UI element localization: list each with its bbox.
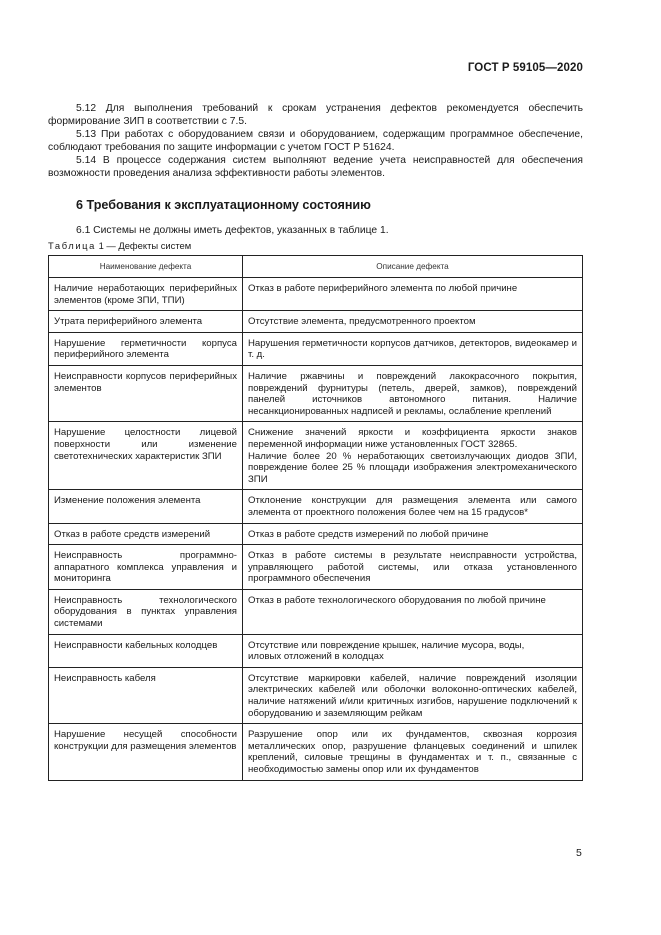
paragraph-5-13: 5.13 При работах с оборудованием связи и оборудованием, содержащим программное обеспечение, соблюдают требования по защите информации с учетом ГОСТ Р 51624. [48, 129, 583, 153]
standard-designation: ГОСТ Р 59105—2020 [467, 62, 583, 74]
table-caption [48, 240, 583, 251]
table-row [49, 278, 583, 311]
defect-name: Наличие неработающих периферийных элементов (кроме ЗПИ, ТПИ) [49, 278, 243, 311]
defect-description: Разрушение опор или их фундаментов, сквозная коррозия металлических опор, разрушение фланцевых соединений и шпилек креплений, силовые трещины в фундаментах и т. п., связанные с необходимостью замены опор или их фундаментов [243, 724, 583, 780]
section-intro: 6.1 Системы не должны иметь дефектов, указанных в таблице 1. [76, 225, 389, 236]
table-header-row [49, 256, 583, 278]
defect-name: Неисправность кабеля [49, 667, 243, 723]
defect-description: Отклонение конструкции для размещения элемента или самого элемента от проектного положения более чем на 15 градусов* [243, 490, 583, 523]
defect-description: Нарушения герметичности корпусов датчиков, детекторов, видеокамер и т. д. [243, 332, 583, 365]
defect-description: Отказ в работе технологического оборудования по любой причине [243, 589, 583, 634]
paragraph-5-12: 5.12 Для выполнения требований к срокам устранения дефектов рекомендуется обеспечить формирование ЗИП в соответствии с 7.5. [48, 103, 583, 127]
defect-name: Неисправности корпусов периферийных элементов [49, 365, 243, 421]
defect-name: Неисправности кабельных колодцев [49, 634, 243, 667]
column-header-description: Описание дефекта [243, 256, 583, 278]
defect-description: Снижение значений яркости и коэффициента яркости знаков переменной информации ниже установленных ГОСТ 32865. Наличие более 20 % неработающих светоизлучающих диодов ЗПИ, повреждение более 25 % площади изображения электромеханического ЗПИ [243, 422, 583, 490]
defect-name: Неисправность программно-аппаратного комплекса управления и мониторинга [49, 545, 243, 590]
table-row [49, 332, 583, 365]
table-row [49, 523, 583, 545]
table-row [49, 724, 583, 780]
defect-description: Отсутствие элемента, предусмотренного проектом [243, 311, 583, 333]
defect-description: Отказ в работе системы в результате неисправности устройства, управляющего работой системы, или отказа установленного программного обеспечения [243, 545, 583, 590]
table-caption-word: Таблица [48, 240, 96, 251]
defect-name: Отказ в работе средств измерений [49, 523, 243, 545]
defect-description: Отказ в работе средств измерений по любой причине [243, 523, 583, 545]
defect-description: Отказ в работе периферийного элемента по любой причине [243, 278, 583, 311]
defect-name: Утрата периферийного элемента [49, 311, 243, 333]
defect-description: Отсутствие или повреждение крышек, наличие мусора, воды, иловых отложений в колодцах [243, 634, 583, 667]
table-row [49, 422, 583, 490]
table-row [49, 365, 583, 421]
table-caption-rest: 1 — Дефекты систем [95, 240, 192, 251]
defects-table [48, 255, 583, 781]
paragraph-5-14: 5.14 В процессе содержания систем выполняют ведение учета неисправностей для обеспечения возможности проведения анализа эффективности работы элементов. [48, 155, 583, 179]
defect-name: Нарушение герметичности корпуса периферийного элемента [49, 332, 243, 365]
section-title: 6 Требования к эксплуатационному состоянию [76, 198, 371, 212]
table-row [49, 545, 583, 590]
defect-description: Отсутствие маркировки кабелей, наличие повреждений изоляции электрических кабелей или оболочки волоконно-оптических кабелей, наличие натяжений и/или критичных изгибов, нарушение подключений к оборудованию и заземляющим рейкам [243, 667, 583, 723]
defect-name: Нарушение несущей способности конструкции для размещения элементов [49, 724, 243, 780]
table-row [49, 667, 583, 723]
defect-description: Наличие ржавчины и повреждений лакокрасочного покрытия, повреждений фурнитуры (петель, дверей, замков), повреждений панелей источников автономного питания. Наличие несанкционированных надписей и рекламы, ослабление креплений [243, 365, 583, 421]
table-row [49, 311, 583, 333]
defect-name: Нарушение целостности лицевой поверхности или изменение светотехнических характеристик ЗПИ [49, 422, 243, 490]
table-row [49, 589, 583, 634]
defect-name: Изменение положения элемента [49, 490, 243, 523]
table-row [49, 634, 583, 667]
table-row [49, 490, 583, 523]
page-number: 5 [576, 847, 582, 859]
page-content [48, 102, 583, 781]
column-header-name: Наименование дефекта [49, 256, 243, 278]
defect-name: Неисправность технологического оборудования в пунктах управления системами [49, 589, 243, 634]
